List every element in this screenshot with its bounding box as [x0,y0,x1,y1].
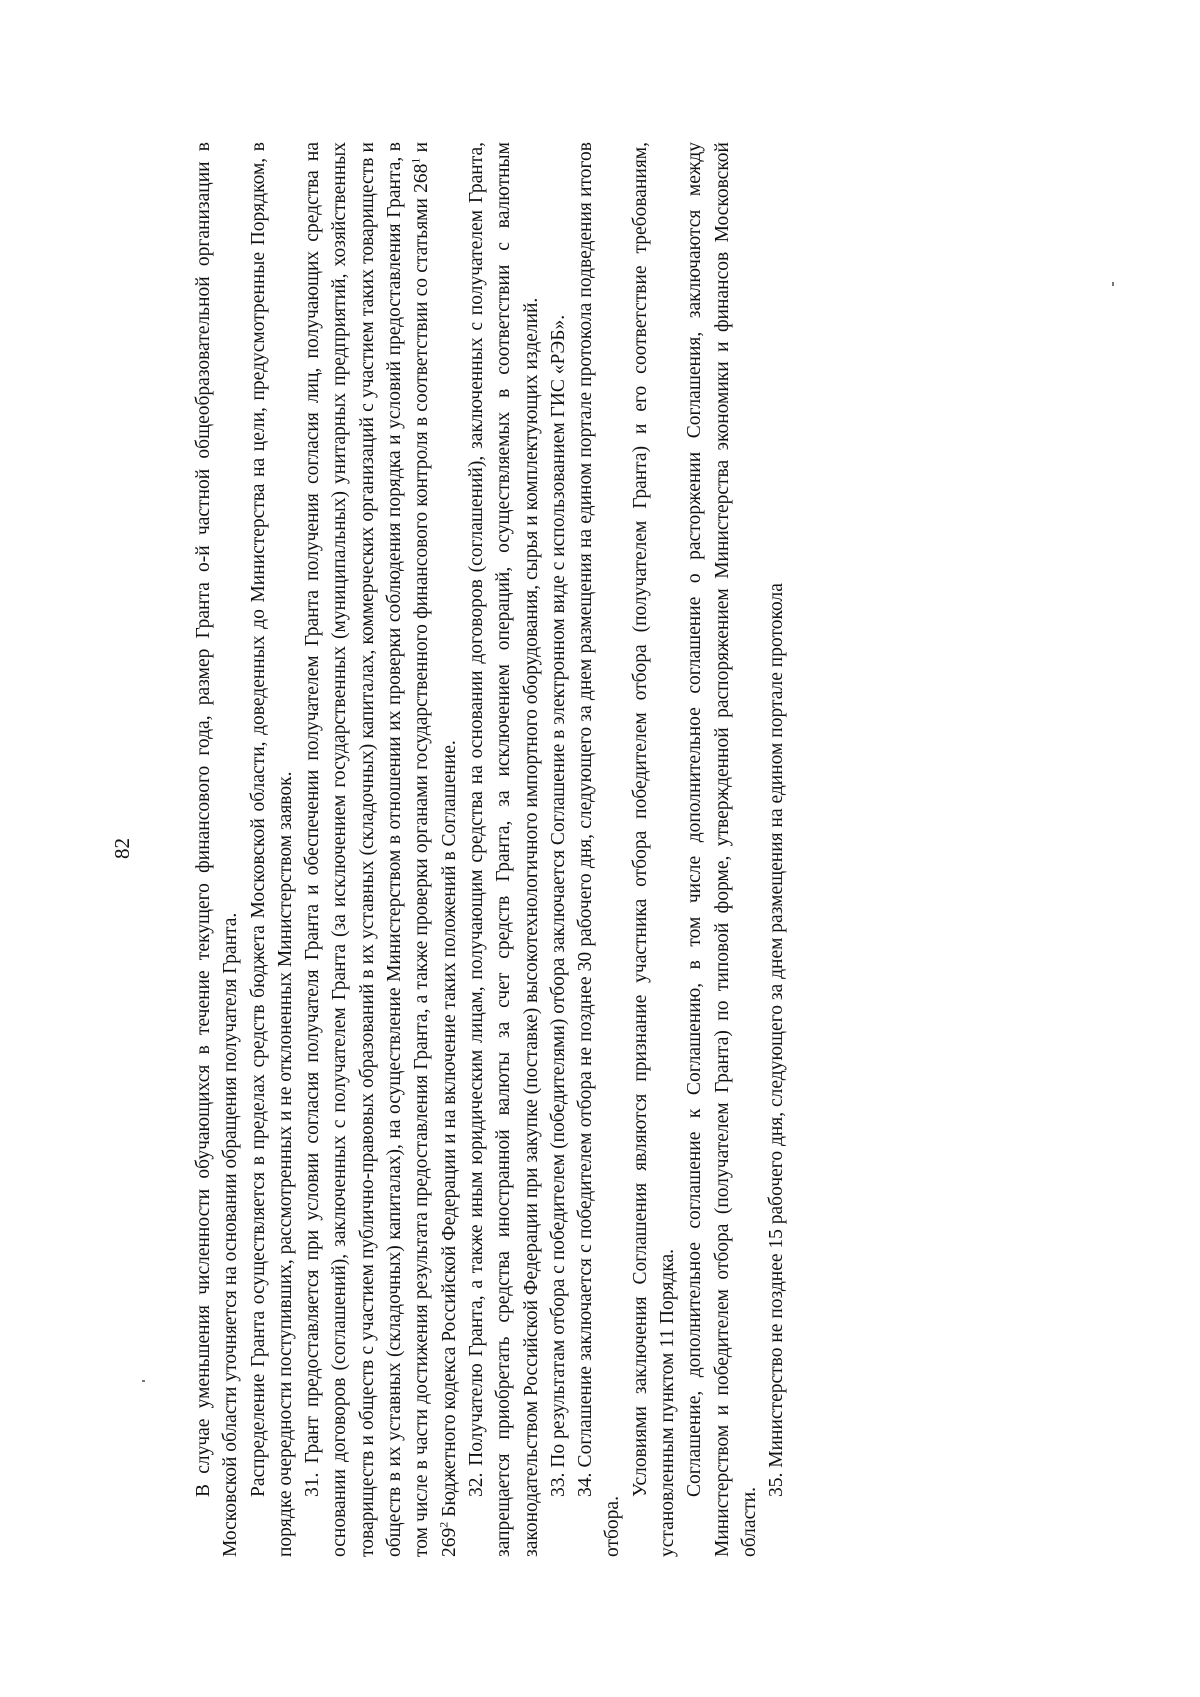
paragraph-31 [299,142,463,1557]
paragraph: Соглашение, дополнительное соглашение к Соглашению, в том числе дополнительное соглашение о расторжении Соглашения, заключаются между Министерством и победителем отбора (получателем Гранта) по типовой форме, утвержденной распоряжением Министерства экономики и финансов Московской области. [684,142,760,1557]
paragraph: 32. Получателю Гранта, а также иным юридическим лицам, получающим средства на основании договоров (соглашений), заключенных с получателем Гранта, запрещается приобретать средства иностранной валюты за счет средств Гранта, за исключением операций, осуществляемых в соответствии с валютным законодательством Российской Федерации при закупке (поставке) высокотехнологичного импортного оборудования, сырья и комплектующих изделий. [465,142,542,1557]
paragraph: В случае уменьшения численности обучающихся в течение текущего финансового года, размер Гранта о-й частной общеобразовательной организации в Московской области уточняется на основании обращения получателя Гранта. [193,142,242,1557]
superscript: 1 [408,157,423,164]
paragraph: 35. Министерство не позднее 15 рабочего дня, следующего за днем размещения на едином портале протокола [766,583,788,1497]
paragraph: 34. Соглашение заключается с победителем отбора не позднее 30 рабочего дня, следующего за днем размещения на едином портале протокола подведения итогов отбора. [575,142,624,1557]
scan-speck [1112,282,1114,286]
scan-speck [142,1380,145,1382]
document-body [190,142,791,1557]
paragraph: Распределение Гранта осуществляется в пределах средств бюджета Московской области, доведенных до Министерства на цели, предусмотренные Порядком, в порядке очередности поступивших, рассмотренных и не отклоненных Министерством заявок. [247,142,296,1557]
superscript: 2 [436,1521,451,1528]
paragraph: 33. По результатам отбора с победителем (победителями) отбора заключается Соглашение в электронном виде с использованием ГИС «РЭБ». [547,314,569,1497]
paragraph: Условиями заключения Соглашения являются признание участника отбора победителем отбора (получателем Гранта) и его соответствие требованиям, установленным пунктом 11 Порядка. [629,142,679,1557]
page-number: 82 [110,838,134,859]
paragraph-text: и 269 [411,141,460,1557]
paragraph-text: 31. Грант предоставляется при условии согласия получателя Гранта и обеспечении получателем Гранта получения согласия лиц, получающих средства на основании договоров (соглашений), заключенных с получателем Гранта (за исключением государственных (муниципальных) унитарных предприятий, хозяйственных товариществ и обществ с участием публично-правовых образований в их уставных (складочных) капиталах, коммерческих организаций с участием таких товариществ и обществ в их уставных (складочных) капиталах), на осуществление Министерством в отношении их проверки соблюдения порядка и условий предоставления Гранта, в том числе в части достижения результата предоставления Гранта, а также проверки органами государственного финансового контроля в соответствии со статьями 268 [302,142,433,1557]
paragraph-text: Бюджетного кодекса Российской Федерации и на включение таких положений в Соглашение. [438,740,460,1522]
